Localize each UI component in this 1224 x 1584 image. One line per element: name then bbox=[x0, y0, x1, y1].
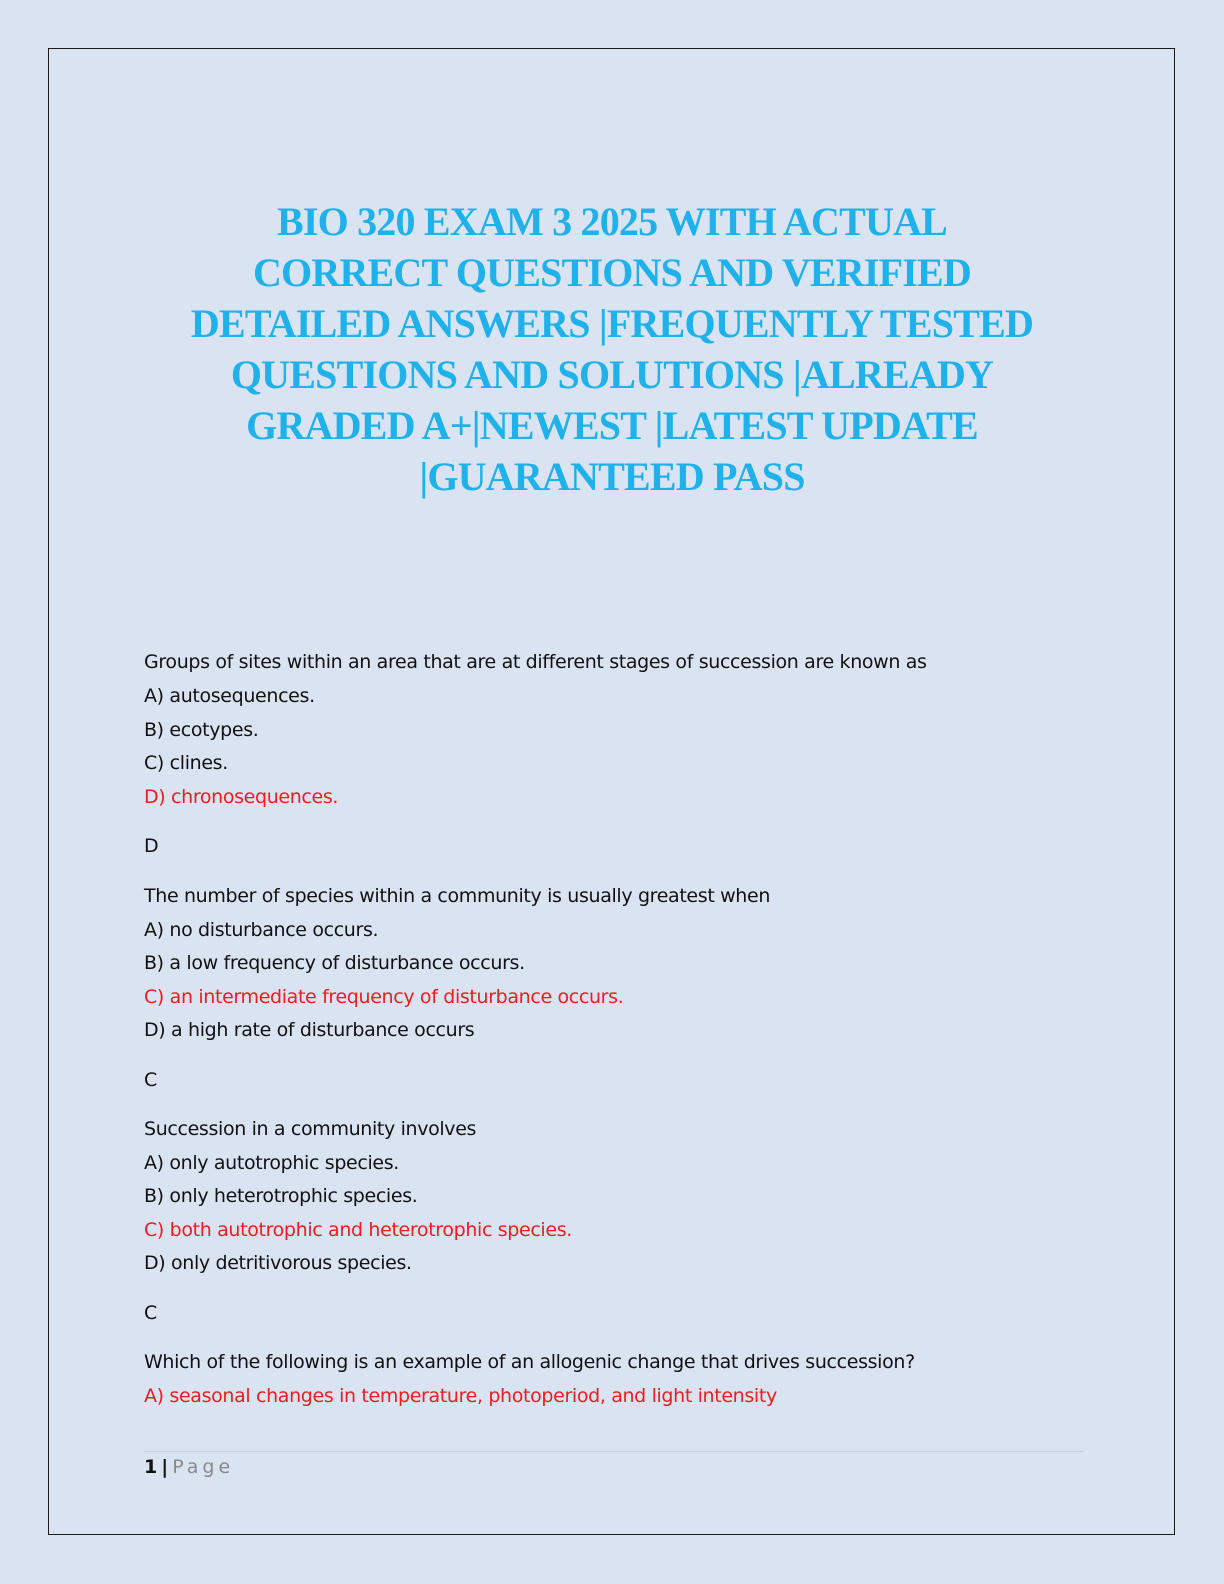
answer-option: B) only heterotrophic species. bbox=[144, 1185, 418, 1207]
title-line: QUESTIONS AND SOLUTIONS |ALREADY bbox=[230, 352, 994, 397]
title-line: GRADED A+|NEWEST |LATEST UPDATE bbox=[246, 403, 978, 448]
correct-answer-option: A) seasonal changes in temperature, photoperiod, and light intensity bbox=[144, 1385, 777, 1407]
answer-option: A) only autotrophic species. bbox=[144, 1152, 399, 1174]
title-line: |GUARANTEED PASS bbox=[419, 454, 805, 499]
document-title bbox=[130, 196, 1094, 502]
question-stem: Which of the following is an example of an allogenic change that drives succession? bbox=[144, 1351, 915, 1373]
footer-separator: | bbox=[161, 1456, 169, 1478]
correct-answer-option: C) both autotrophic and heterotrophic species. bbox=[144, 1219, 572, 1241]
answer-option: B) a low frequency of disturbance occurs. bbox=[144, 952, 525, 974]
footer-divider bbox=[144, 1451, 1084, 1452]
answer-option: A) autosequences. bbox=[144, 685, 315, 707]
title-line: BIO 320 EXAM 3 2025 WITH ACTUAL bbox=[276, 199, 948, 244]
answer-key: D bbox=[144, 835, 159, 857]
answer-option: D) a high rate of disturbance occurs bbox=[144, 1019, 475, 1041]
answer-key: C bbox=[144, 1302, 157, 1324]
answer-option: C) clines. bbox=[144, 752, 228, 774]
page-footer bbox=[144, 1456, 234, 1478]
correct-answer-option: D) chronosequences. bbox=[144, 786, 339, 808]
question-stem: Groups of sites within an area that are at different stages of succession are known as bbox=[144, 651, 927, 673]
page-label: Page bbox=[172, 1456, 235, 1478]
question-stem: The number of species within a community is usually greatest when bbox=[144, 885, 771, 907]
answer-key: C bbox=[144, 1069, 157, 1091]
title-line: CORRECT QUESTIONS AND VERIFIED bbox=[252, 250, 972, 295]
question-stem: Succession in a community involves bbox=[144, 1118, 477, 1140]
answer-option: B) ecotypes. bbox=[144, 719, 259, 741]
correct-answer-option: C) an intermediate frequency of disturbance occurs. bbox=[144, 986, 624, 1008]
answer-option: D) only detritivorous species. bbox=[144, 1252, 412, 1274]
page-number: 1 bbox=[144, 1456, 158, 1478]
title-line: DETAILED ANSWERS |FREQUENTLY TESTED bbox=[190, 301, 1034, 346]
answer-option: A) no disturbance occurs. bbox=[144, 919, 379, 941]
